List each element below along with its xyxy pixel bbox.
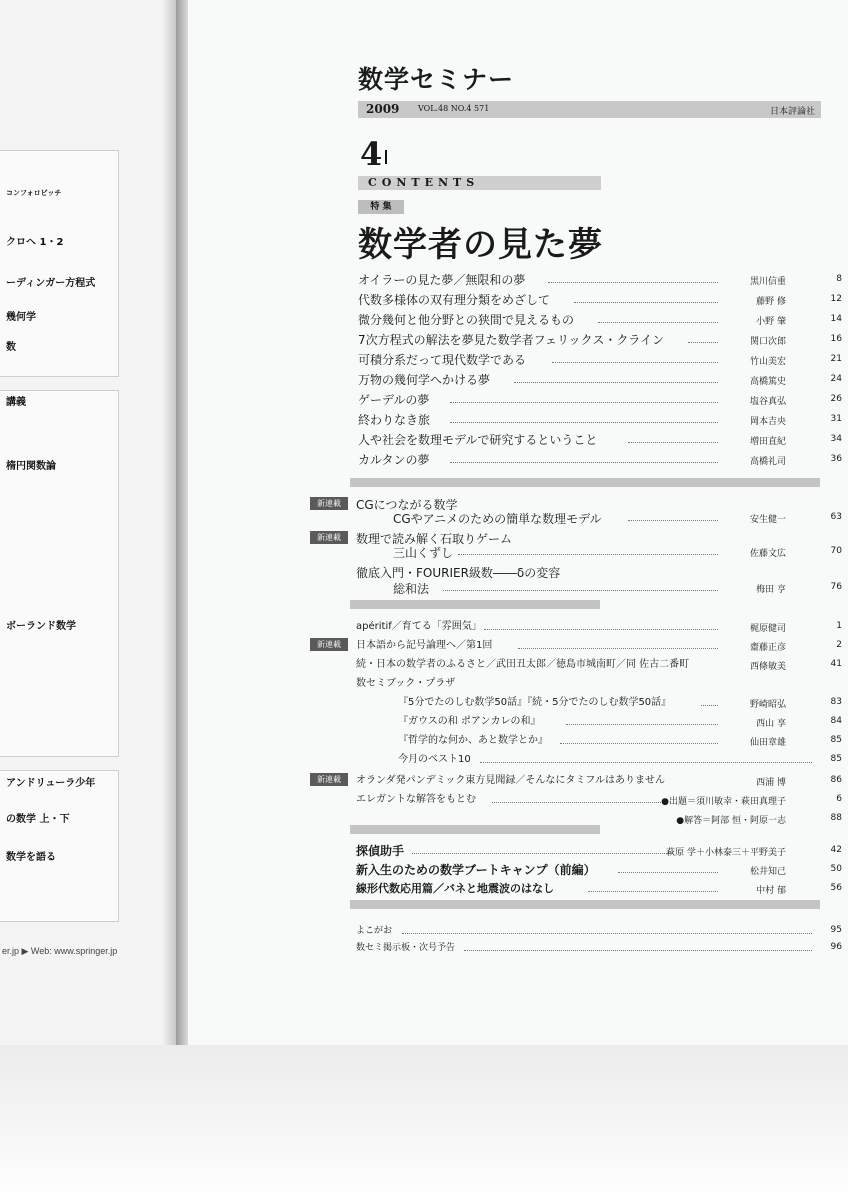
toc-entry[interactable] (188, 676, 848, 696)
dot-leader (492, 802, 663, 803)
entry-author: 小野 肇 (756, 317, 786, 327)
entry-title: 線形代数応用篇／バネと地震波のはなし (356, 882, 554, 895)
entry-title: オランダ発パンデミック東方見聞録／そんなにタミフルはありません (356, 775, 665, 786)
dot-leader (552, 362, 718, 363)
left-line: 楕円関数論 (6, 461, 56, 472)
left-line: 数学を語る (6, 852, 56, 863)
toc-entry[interactable] (188, 412, 848, 432)
left-url: er.jp ▶ Web: www.springer.jp (2, 946, 118, 956)
section-divider (350, 600, 600, 609)
entry-title: 続・日本の数学者のふるさと／武田丑太郎／徳島市城南町／同 佐古二番町 (356, 659, 690, 670)
new-serial-badge: 新連載 (310, 531, 348, 544)
entry-page: 84 (830, 716, 842, 726)
dot-leader (484, 629, 718, 630)
serial-subentry[interactable] (188, 580, 848, 600)
entry-title: apéritif／育てる「雰囲気」 (356, 621, 482, 632)
entry-page: 56 (830, 883, 842, 893)
toc-entry[interactable] (188, 372, 848, 392)
dot-leader (598, 322, 718, 323)
issue-volume: VOL.48 NO.4 571 (418, 104, 490, 113)
entry-author: 塩谷真弘 (749, 397, 786, 407)
entry-author: 佐藤文広 (749, 549, 786, 559)
toc-entry[interactable] (188, 714, 848, 734)
entry-author: 梅田 亨 (756, 585, 786, 595)
left-line: クロへ 1・2 (6, 237, 64, 248)
entry-title: 『5分でたのしむ数学50話』『続・5分でたのしむ数学50話』 (398, 697, 672, 708)
entry-page: 16 (830, 334, 842, 344)
feature-title: 数学者の見た夢 (358, 225, 603, 265)
entry-title: カルタンの夢 (358, 453, 430, 467)
entry-subtitle: CGやアニメのための簡単な数理モデル (393, 512, 602, 526)
entry-author: 高橋篤史 (749, 377, 786, 387)
entry-title: エレガントな解答をもとむ (356, 794, 476, 805)
contents-band (358, 176, 601, 190)
dot-leader (588, 891, 718, 892)
entry-page: 83 (830, 697, 842, 707)
entry-author: 仙田章雄 (749, 738, 786, 748)
toc-entry[interactable] (188, 792, 848, 812)
entry-author: 竹山美宏 (749, 357, 786, 367)
entry-title: 新入生のための数学ブートキャンプ（前編） (356, 863, 596, 877)
publisher: 日本評論社 (769, 107, 815, 117)
entry-author: 西條敏美 (749, 662, 786, 672)
serial-subentry[interactable] (188, 544, 848, 564)
toc-entry[interactable] (188, 695, 848, 715)
entry-page: 96 (830, 942, 842, 952)
dot-leader (518, 648, 718, 649)
toc-entry[interactable] (188, 773, 848, 793)
toc-entry[interactable] (188, 619, 848, 639)
entry-page: 1 (836, 621, 842, 631)
entry-title: 万物の幾何学へかける夢 (358, 373, 491, 387)
dot-leader (450, 462, 718, 463)
toc-entry[interactable] (188, 881, 848, 901)
entry-author: 松井知己 (749, 867, 786, 877)
left-line: 講義 (6, 397, 26, 408)
entry-author: 岡本吉央 (749, 417, 786, 427)
entry-title: 徹底入門・FOURIER級数――δの変容 (356, 566, 561, 580)
entry-subtitle: 総和法 (393, 582, 430, 596)
entry-title: 数セミブック・プラザ (356, 678, 456, 689)
book-gutter (176, 0, 188, 1045)
left-line-fine-print (6, 200, 8, 210)
toc-entry[interactable] (188, 843, 848, 863)
entry-page: 12 (830, 294, 842, 304)
entry-title: 『哲学的な何か、あと数学とか』 (398, 735, 548, 746)
entry-page: 21 (830, 354, 842, 364)
entry-title: 数理で読み解く石取りゲーム (356, 532, 513, 546)
toc-entry[interactable] (188, 940, 848, 960)
entry-page: 6 (836, 794, 842, 804)
entry-page: 85 (830, 754, 842, 764)
ad-block-lower (0, 770, 119, 922)
entry-title: 代数多様体の双有理分類をめざして (358, 293, 551, 307)
entry-title: よこがお (356, 926, 393, 936)
entry-title: 数セミ掲示板・次号予告 (356, 943, 456, 953)
issue-number (360, 135, 387, 173)
dot-leader (443, 590, 718, 591)
left-line: アンドリューラ少年 (6, 778, 96, 789)
entry-author: 藤野 修 (756, 297, 786, 307)
entry-title: 7次方程式の解法を夢見た数学者フェリックス・クライン (358, 333, 665, 347)
entry-page: 31 (830, 414, 842, 424)
toc-entry[interactable] (188, 352, 848, 372)
entry-author: 高橋礼司 (749, 457, 786, 467)
entry-author: 関口次郎 (749, 337, 786, 347)
entry-page: 86 (830, 775, 842, 785)
entry-author: 中村 郁 (756, 886, 786, 896)
feature-tag: 特 集 (358, 200, 404, 214)
toc-entry[interactable] (188, 657, 848, 677)
issue-year: 2009 (366, 102, 400, 116)
entry-title: 探偵助手 (356, 844, 405, 858)
entry-author: 萩原 学＋小林泰三＋平野美子 (666, 848, 786, 858)
toc-entry[interactable] (188, 638, 848, 658)
entry-page: 41 (830, 659, 842, 669)
toc-entry[interactable] (188, 292, 848, 312)
issue-info-band (358, 101, 821, 118)
toc-entry[interactable] (188, 452, 848, 472)
entry-page: 26 (830, 394, 842, 404)
new-serial-badge: 新連載 (310, 638, 348, 651)
dot-leader (412, 853, 673, 854)
dot-leader (628, 442, 718, 443)
dot-leader (480, 762, 812, 763)
entry-author: 齋藤正彦 (749, 643, 786, 653)
dot-leader (628, 520, 718, 521)
entry-title: 人や社会を数理モデルで研究するということ (358, 433, 598, 447)
left-line: ボーランド数学 (6, 621, 76, 632)
toc-entry[interactable] (188, 862, 848, 882)
new-serial-badge: 新連載 (310, 773, 348, 786)
contents-label: CONTENTS (368, 176, 480, 189)
entry-author: 増田直紀 (749, 437, 786, 447)
entry-author: 梶原健司 (749, 624, 786, 634)
section-divider (350, 825, 600, 834)
entry-title: オイラーの見た夢／無限和の夢 (358, 273, 526, 287)
left-line: 幾何学 (6, 312, 36, 323)
entry-title: 日本語から記号論理へ／第1回 (356, 640, 493, 651)
entry-title: 今月のベスト10 (398, 754, 471, 765)
entry-page: 24 (830, 374, 842, 384)
dot-leader (458, 554, 718, 555)
entry-page: 2 (836, 640, 842, 650)
entry-author: 安生健一 (749, 515, 786, 525)
entry-page: 36 (830, 454, 842, 464)
dot-leader (402, 933, 812, 934)
entry-page: 8 (836, 274, 842, 284)
serial-subentry[interactable] (188, 510, 848, 530)
section-divider (350, 900, 820, 909)
entry-page: 95 (830, 925, 842, 935)
entry-page: 70 (830, 546, 842, 556)
entry-title: 『ガウスの和 ポアンカレの和』 (398, 716, 541, 727)
entry-title: 可積分系だって現代数学である (358, 353, 527, 367)
toc-entry[interactable] (188, 432, 848, 452)
dot-leader (618, 872, 718, 873)
dot-leader (560, 743, 718, 744)
adjacent-page (0, 0, 177, 1045)
toc-entry[interactable] (188, 312, 848, 332)
issue-number-mark (385, 150, 387, 164)
entry-author: 西浦 博 (756, 778, 786, 788)
entry-author: 野崎昭弘 (749, 700, 786, 710)
section-divider (350, 478, 820, 487)
left-line: 数 (6, 342, 16, 353)
entry-author: ●解答＝阿部 恒・阿原一志 (676, 816, 786, 826)
dot-leader (688, 342, 718, 343)
entry-page: 34 (830, 434, 842, 444)
dot-leader (450, 422, 718, 423)
contents-page (188, 0, 848, 1045)
ad-block-upper (0, 150, 119, 377)
entry-author: ●出題＝須川敏幸・萩田真理子 (661, 797, 786, 807)
toc-entry[interactable] (188, 332, 848, 352)
dot-leader (548, 282, 718, 283)
entry-page: 50 (830, 864, 842, 874)
scan-bottom-margin (0, 1045, 848, 1200)
left-line: の数学 上・下 (6, 814, 70, 825)
dot-leader (574, 302, 718, 303)
entry-page: 14 (830, 314, 842, 324)
ad-block-middle (0, 390, 119, 757)
toc-entry[interactable] (188, 392, 848, 412)
toc-entry[interactable] (188, 272, 848, 292)
entry-title: ゲーデルの夢 (358, 393, 430, 407)
entry-page: 88 (830, 813, 842, 823)
entry-page: 42 (830, 845, 842, 855)
entry-page: 85 (830, 735, 842, 745)
dot-leader (514, 382, 718, 383)
entry-author: 西山 享 (756, 719, 786, 729)
toc-entry[interactable] (188, 733, 848, 753)
dot-leader (566, 724, 718, 725)
entry-subtitle: 三山くずし (393, 546, 454, 560)
dot-leader (464, 950, 812, 951)
page-curve-shadow (162, 0, 176, 1045)
entry-page: 76 (830, 582, 842, 592)
entry-page: 63 (830, 512, 842, 522)
magazine-title: 数学セミナー (358, 65, 515, 94)
entry-author: 黒川信重 (749, 277, 786, 287)
toc-entry[interactable] (188, 752, 848, 772)
dot-leader (701, 705, 718, 706)
dot-leader (450, 402, 718, 403)
entry-title: 微分幾何と他分野との狭間で見えるもの (358, 313, 575, 327)
entry-title: CGにつながる数学 (356, 498, 458, 512)
entry-title: 終わりなき旅 (358, 413, 431, 427)
issue-number-text: 4 (360, 135, 383, 173)
left-line: コンフォロビッチ (6, 189, 62, 197)
new-serial-badge: 新連載 (310, 497, 348, 510)
left-line: ーディンガー方程式 (6, 278, 96, 289)
